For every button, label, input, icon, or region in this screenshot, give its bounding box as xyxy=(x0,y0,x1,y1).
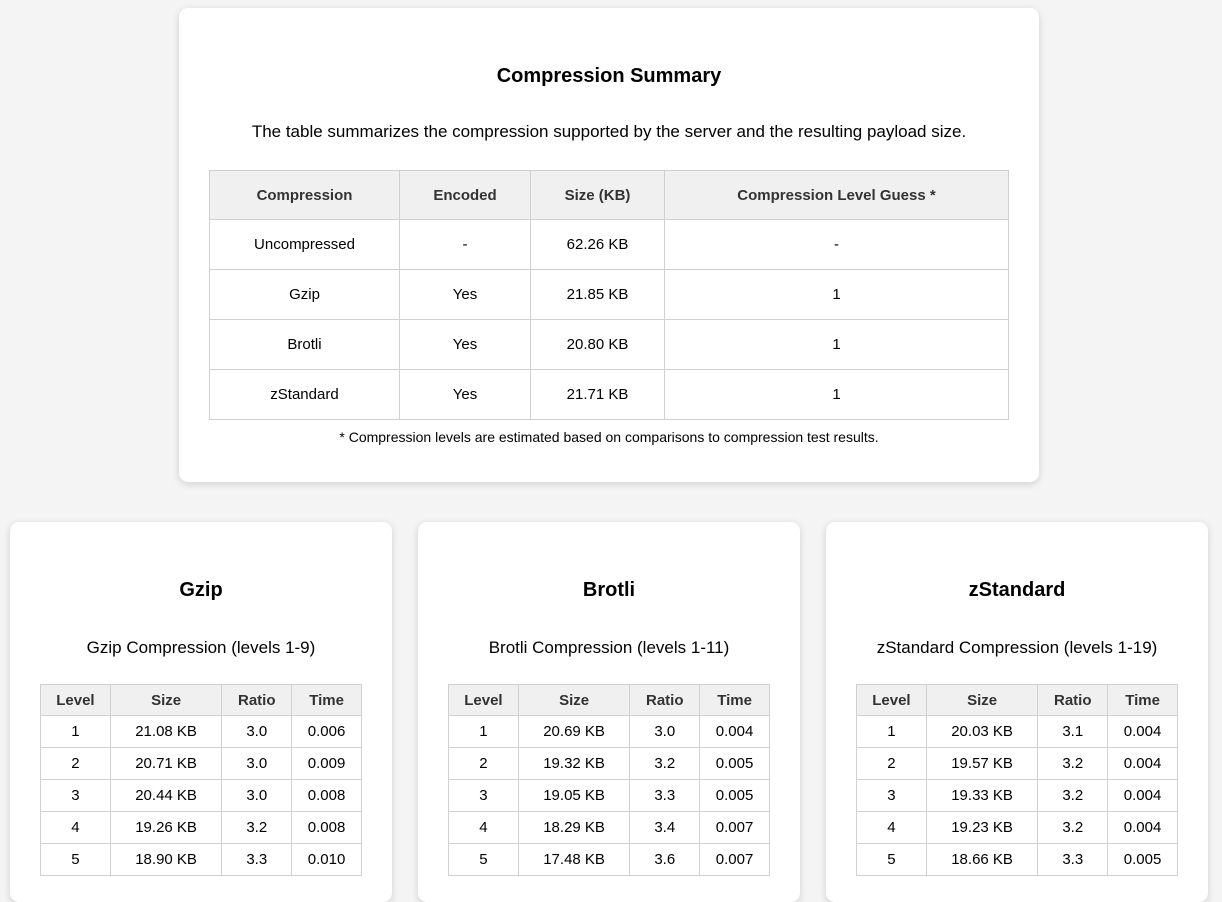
table-cell: 0.005 xyxy=(1108,844,1178,876)
table-row xyxy=(41,748,362,780)
header-row xyxy=(449,685,770,716)
table-row xyxy=(449,812,770,844)
table-cell: 20.03 KB xyxy=(926,716,1038,748)
table-cell: 21.71 KB xyxy=(531,370,665,420)
table-cell: 3 xyxy=(449,780,519,812)
card-subtitle: Gzip Compression (levels 1-9) xyxy=(86,638,316,657)
card-title: Brotli xyxy=(582,579,636,601)
table-cell: 3.2 xyxy=(1038,748,1108,780)
card-subtitle: Brotli Compression (levels 1-11) xyxy=(488,638,730,657)
table-row xyxy=(210,270,1009,320)
header-row xyxy=(857,685,1178,716)
table-cell: 3.0 xyxy=(222,716,292,748)
table-row xyxy=(857,716,1178,748)
column-header: Encoded xyxy=(400,171,531,220)
table-cell: 0.004 xyxy=(1108,748,1178,780)
levels-table xyxy=(448,684,770,876)
zstandard-card xyxy=(826,522,1208,902)
levels-table-body xyxy=(41,716,362,876)
table-cell: 19.32 KB xyxy=(518,748,630,780)
levels-table-body xyxy=(857,716,1178,876)
table-cell: 3.3 xyxy=(630,780,700,812)
table-cell: 3.4 xyxy=(630,812,700,844)
table-cell: 0.006 xyxy=(292,716,362,748)
table-cell: 3.3 xyxy=(222,844,292,876)
column-header: Ratio xyxy=(222,685,292,716)
table-cell: 0.007 xyxy=(700,844,770,876)
table-cell: Yes xyxy=(400,270,531,320)
summary-description: The table summarizes the compression supported by the server and the resulting payload size. xyxy=(251,122,967,141)
table-cell: 20.80 KB xyxy=(531,320,665,370)
table-row xyxy=(449,716,770,748)
table-row xyxy=(449,844,770,876)
table-cell: 3.2 xyxy=(630,748,700,780)
table-cell: 3 xyxy=(41,780,111,812)
table-cell: 0.007 xyxy=(700,812,770,844)
table-cell: 4 xyxy=(449,812,519,844)
table-cell: 0.005 xyxy=(700,748,770,780)
table-cell: 5 xyxy=(41,844,111,876)
table-cell: 3.0 xyxy=(222,748,292,780)
table-cell: 18.66 KB xyxy=(926,844,1038,876)
table-cell: Yes xyxy=(400,370,531,420)
column-header: Compression xyxy=(210,171,400,220)
levels-table-header xyxy=(41,685,362,716)
table-row xyxy=(41,716,362,748)
table-cell: 2 xyxy=(41,748,111,780)
table-cell: 20.71 KB xyxy=(110,748,222,780)
table-cell: 18.90 KB xyxy=(110,844,222,876)
column-header: Ratio xyxy=(630,685,700,716)
table-cell: Yes xyxy=(400,320,531,370)
table-cell: 0.008 xyxy=(292,780,362,812)
levels-table-body xyxy=(449,716,770,876)
table-cell: 3.2 xyxy=(1038,812,1108,844)
table-cell: 1 xyxy=(665,370,1009,420)
summary-table-header xyxy=(210,171,1009,220)
table-cell: 20.44 KB xyxy=(110,780,222,812)
table-cell: 0.004 xyxy=(700,716,770,748)
table-cell: 19.23 KB xyxy=(926,812,1038,844)
table-cell: zStandard xyxy=(210,370,400,420)
table-cell: 0.004 xyxy=(1108,780,1178,812)
table-row xyxy=(210,320,1009,370)
table-cell: 3.1 xyxy=(1038,716,1108,748)
table-cell: 0.009 xyxy=(292,748,362,780)
levels-table-header xyxy=(449,685,770,716)
summary-table xyxy=(209,170,1009,420)
table-row xyxy=(857,780,1178,812)
table-cell: 19.26 KB xyxy=(110,812,222,844)
column-header: Level xyxy=(857,685,927,716)
summary-title: Compression Summary xyxy=(496,65,722,87)
table-cell: 1 xyxy=(449,716,519,748)
table-cell: 1 xyxy=(41,716,111,748)
table-cell: 5 xyxy=(449,844,519,876)
table-cell: 0.010 xyxy=(292,844,362,876)
column-header: Time xyxy=(1108,685,1178,716)
table-cell: 4 xyxy=(857,812,927,844)
table-row xyxy=(210,370,1009,420)
levels-table xyxy=(856,684,1178,876)
brotli-card xyxy=(418,522,800,902)
table-cell: 4 xyxy=(41,812,111,844)
summary-footnote: * Compression levels are estimated based on comparisons to compression test results. xyxy=(339,429,879,445)
table-cell: 19.57 KB xyxy=(926,748,1038,780)
table-row xyxy=(41,780,362,812)
gzip-card xyxy=(10,522,392,902)
column-header: Size xyxy=(926,685,1038,716)
table-cell: 1 xyxy=(665,320,1009,370)
table-row xyxy=(41,812,362,844)
table-row xyxy=(857,748,1178,780)
table-cell: Uncompressed xyxy=(210,220,400,270)
table-cell: 3 xyxy=(857,780,927,812)
table-cell: Gzip xyxy=(210,270,400,320)
table-cell: 21.08 KB xyxy=(110,716,222,748)
column-header: Size xyxy=(110,685,222,716)
levels-table xyxy=(40,684,362,876)
column-header: Compression Level Guess * xyxy=(665,171,1009,220)
table-cell: 3.2 xyxy=(222,812,292,844)
column-header: Time xyxy=(700,685,770,716)
table-cell: 19.05 KB xyxy=(518,780,630,812)
table-cell: 0.004 xyxy=(1108,812,1178,844)
table-row xyxy=(210,220,1009,270)
table-cell: 3.2 xyxy=(1038,780,1108,812)
table-cell: 3.3 xyxy=(1038,844,1108,876)
table-cell: 0.005 xyxy=(700,780,770,812)
compression-summary-card xyxy=(179,8,1039,482)
card-subtitle: zStandard Compression (levels 1-19) xyxy=(876,638,1158,657)
column-header: Time xyxy=(292,685,362,716)
table-cell: 62.26 KB xyxy=(531,220,665,270)
column-header: Level xyxy=(449,685,519,716)
table-row xyxy=(449,780,770,812)
table-row xyxy=(41,844,362,876)
table-cell: 21.85 KB xyxy=(531,270,665,320)
table-cell: 3.0 xyxy=(630,716,700,748)
table-row xyxy=(857,812,1178,844)
table-cell: - xyxy=(665,220,1009,270)
table-cell: - xyxy=(400,220,531,270)
table-cell: 17.48 KB xyxy=(518,844,630,876)
table-cell: 19.33 KB xyxy=(926,780,1038,812)
table-cell: 2 xyxy=(857,748,927,780)
table-cell: 20.69 KB xyxy=(518,716,630,748)
table-row xyxy=(857,844,1178,876)
column-header: Ratio xyxy=(1038,685,1108,716)
card-title: Gzip xyxy=(179,579,223,601)
table-cell: 3.6 xyxy=(630,844,700,876)
table-cell: 18.29 KB xyxy=(518,812,630,844)
table-cell: 1 xyxy=(857,716,927,748)
card-title: zStandard xyxy=(968,579,1066,601)
table-row xyxy=(449,748,770,780)
table-cell: 2 xyxy=(449,748,519,780)
header-row xyxy=(41,685,362,716)
table-cell: 3.0 xyxy=(222,780,292,812)
column-header: Size xyxy=(518,685,630,716)
table-cell: Brotli xyxy=(210,320,400,370)
column-header: Size (KB) xyxy=(531,171,665,220)
table-cell: 0.008 xyxy=(292,812,362,844)
table-cell: 1 xyxy=(665,270,1009,320)
levels-table-header xyxy=(857,685,1178,716)
table-cell: 5 xyxy=(857,844,927,876)
table-cell: 0.004 xyxy=(1108,716,1178,748)
column-header: Level xyxy=(41,685,111,716)
